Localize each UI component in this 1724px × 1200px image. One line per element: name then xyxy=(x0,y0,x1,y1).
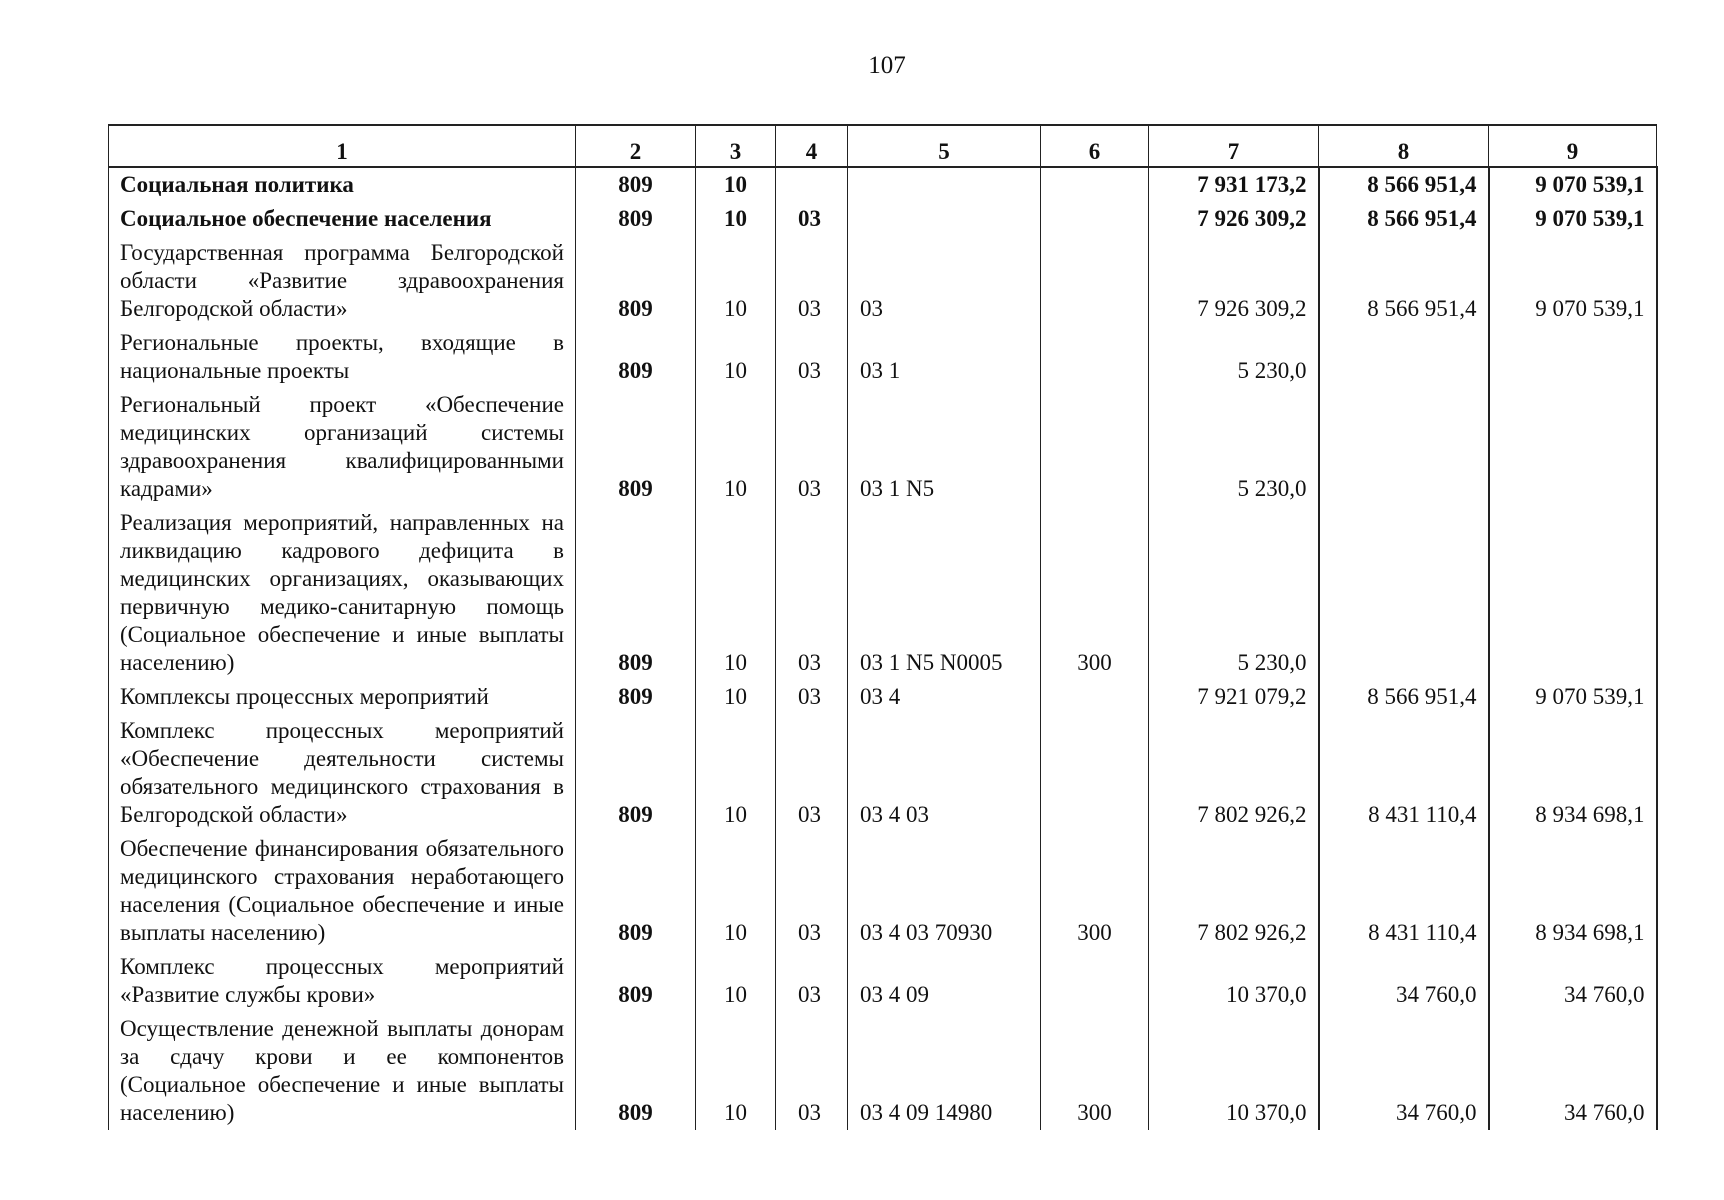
amount-year-2 xyxy=(1319,388,1489,506)
column-header-5: 5 xyxy=(848,125,1041,167)
department-code: 809 xyxy=(576,167,696,202)
department-code: 809 xyxy=(576,950,696,1012)
amount-year-2: 8 566 951,4 xyxy=(1319,202,1489,236)
item-name: Социальное обеспечение населения xyxy=(109,202,576,236)
table-row xyxy=(109,714,1657,832)
expense-type-code: 300 xyxy=(1041,506,1149,680)
subsection-code: 03 xyxy=(776,506,848,680)
amount-year-2: 8 431 110,4 xyxy=(1319,714,1489,832)
target-article-code: 03 4 03 xyxy=(848,714,1041,832)
column-header-7: 7 xyxy=(1149,125,1319,167)
amount-year-3: 34 760,0 xyxy=(1489,1012,1657,1130)
amount-year-3: 9 070 539,1 xyxy=(1489,202,1657,236)
expense-type-code xyxy=(1041,388,1149,506)
amount-year-1: 10 370,0 xyxy=(1149,950,1319,1012)
expense-type-code xyxy=(1041,950,1149,1012)
department-code: 809 xyxy=(576,680,696,714)
item-name: Региональный проект «Обеспечение медицинских организаций системы здравоохранения квалифицированными кадрами» xyxy=(109,388,576,506)
amount-year-3: 9 070 539,1 xyxy=(1489,680,1657,714)
table-header xyxy=(109,125,1657,167)
column-header-3: 3 xyxy=(696,125,776,167)
target-article-code: 03 4 03 70930 xyxy=(848,832,1041,950)
table-row xyxy=(109,202,1657,236)
amount-year-1: 7 931 173,2 xyxy=(1149,167,1319,202)
expense-type-code xyxy=(1041,202,1149,236)
department-code: 809 xyxy=(576,832,696,950)
amount-year-3: 9 070 539,1 xyxy=(1489,167,1657,202)
item-name: Социальная политика xyxy=(109,167,576,202)
target-article-code: 03 xyxy=(848,236,1041,326)
item-name: Осуществление денежной выплаты донорам за сдачу крови и ее компонентов (Социальное обеспечение и иные выплаты населению) xyxy=(109,1012,576,1130)
section-code: 10 xyxy=(696,506,776,680)
expense-type-code xyxy=(1041,680,1149,714)
amount-year-1: 7 926 309,2 xyxy=(1149,236,1319,326)
table-body xyxy=(109,167,1657,1130)
amount-year-2: 8 431 110,4 xyxy=(1319,832,1489,950)
amount-year-3 xyxy=(1489,326,1657,388)
department-code: 809 xyxy=(576,388,696,506)
section-code: 10 xyxy=(696,236,776,326)
subsection-code: 03 xyxy=(776,236,848,326)
item-name: Комплекс процессных мероприятий «Обеспечение деятельности системы обязательного медицинского страхования в Белгородской области» xyxy=(109,714,576,832)
expense-type-code xyxy=(1041,326,1149,388)
section-code: 10 xyxy=(696,167,776,202)
amount-year-2: 8 566 951,4 xyxy=(1319,236,1489,326)
table-row xyxy=(109,950,1657,1012)
section-code: 10 xyxy=(696,680,776,714)
amount-year-1: 10 370,0 xyxy=(1149,1012,1319,1130)
subsection-code: 03 xyxy=(776,388,848,506)
target-article-code: 03 1 N5 N0005 xyxy=(848,506,1041,680)
section-code: 10 xyxy=(696,714,776,832)
expense-type-code xyxy=(1041,236,1149,326)
department-code: 809 xyxy=(576,326,696,388)
subsection-code: 03 xyxy=(776,326,848,388)
amount-year-3 xyxy=(1489,506,1657,680)
table-row xyxy=(109,326,1657,388)
subsection-code xyxy=(776,167,848,202)
column-header-9: 9 xyxy=(1489,125,1657,167)
section-code: 10 xyxy=(696,326,776,388)
amount-year-1: 7 926 309,2 xyxy=(1149,202,1319,236)
item-name: Комплексы процессных мероприятий xyxy=(109,680,576,714)
amount-year-1: 5 230,0 xyxy=(1149,326,1319,388)
amount-year-1: 7 802 926,2 xyxy=(1149,832,1319,950)
header-row xyxy=(109,125,1657,167)
target-article-code: 03 4 09 xyxy=(848,950,1041,1012)
department-code: 809 xyxy=(576,714,696,832)
amount-year-1: 5 230,0 xyxy=(1149,506,1319,680)
section-code: 10 xyxy=(696,202,776,236)
table-row xyxy=(109,832,1657,950)
amount-year-2: 34 760,0 xyxy=(1319,1012,1489,1130)
subsection-code: 03 xyxy=(776,950,848,1012)
item-name: Государственная программа Белгородской области «Развитие здравоохранения Белгородской области» xyxy=(109,236,576,326)
section-code: 10 xyxy=(696,832,776,950)
table-row xyxy=(109,236,1657,326)
expense-type-code xyxy=(1041,714,1149,832)
amount-year-3: 8 934 698,1 xyxy=(1489,832,1657,950)
target-article-code: 03 4 xyxy=(848,680,1041,714)
amount-year-1: 7 802 926,2 xyxy=(1149,714,1319,832)
amount-year-3: 8 934 698,1 xyxy=(1489,714,1657,832)
amount-year-2: 8 566 951,4 xyxy=(1319,167,1489,202)
subsection-code: 03 xyxy=(776,832,848,950)
item-name: Комплекс процессных мероприятий «Развитие службы крови» xyxy=(109,950,576,1012)
item-name: Обеспечение финансирования обязательного медицинского страхования неработающего населения (Социальное обеспечение и иные выплаты населению) xyxy=(109,832,576,950)
table-row xyxy=(109,1012,1657,1130)
amount-year-1: 5 230,0 xyxy=(1149,388,1319,506)
section-code: 10 xyxy=(696,950,776,1012)
subsection-code: 03 xyxy=(776,1012,848,1130)
section-code: 10 xyxy=(696,388,776,506)
table-row xyxy=(109,388,1657,506)
item-name: Региональные проекты, входящие в национальные проекты xyxy=(109,326,576,388)
amount-year-2: 8 566 951,4 xyxy=(1319,680,1489,714)
target-article-code xyxy=(848,202,1041,236)
table-row xyxy=(109,680,1657,714)
column-header-8: 8 xyxy=(1319,125,1489,167)
amount-year-3 xyxy=(1489,388,1657,506)
amount-year-3: 34 760,0 xyxy=(1489,950,1657,1012)
target-article-code: 03 1 xyxy=(848,326,1041,388)
subsection-code: 03 xyxy=(776,680,848,714)
amount-year-2 xyxy=(1319,326,1489,388)
item-name: Реализация мероприятий, направленных на ликвидацию кадрового дефицита в медицинских организациях, оказывающих первичную медико-санитарную помощь (Социальное обеспечение и иные выплаты населению) xyxy=(109,506,576,680)
department-code: 809 xyxy=(576,202,696,236)
budget-table xyxy=(108,124,1658,1130)
department-code: 809 xyxy=(576,236,696,326)
amount-year-1: 7 921 079,2 xyxy=(1149,680,1319,714)
expense-type-code: 300 xyxy=(1041,1012,1149,1130)
target-article-code: 03 4 09 14980 xyxy=(848,1012,1041,1130)
column-header-4: 4 xyxy=(776,125,848,167)
amount-year-2: 34 760,0 xyxy=(1319,950,1489,1012)
table-row xyxy=(109,506,1657,680)
subsection-code: 03 xyxy=(776,714,848,832)
section-code: 10 xyxy=(696,1012,776,1130)
column-header-1: 1 xyxy=(109,125,576,167)
column-header-6: 6 xyxy=(1041,125,1149,167)
column-header-2: 2 xyxy=(576,125,696,167)
page-number: 107 xyxy=(868,52,906,79)
subsection-code: 03 xyxy=(776,202,848,236)
department-code: 809 xyxy=(576,506,696,680)
table-row xyxy=(109,167,1657,202)
department-code: 809 xyxy=(576,1012,696,1130)
amount-year-3: 9 070 539,1 xyxy=(1489,236,1657,326)
expense-type-code xyxy=(1041,167,1149,202)
target-article-code: 03 1 N5 xyxy=(848,388,1041,506)
expense-type-code: 300 xyxy=(1041,832,1149,950)
target-article-code xyxy=(848,167,1041,202)
amount-year-2 xyxy=(1319,506,1489,680)
